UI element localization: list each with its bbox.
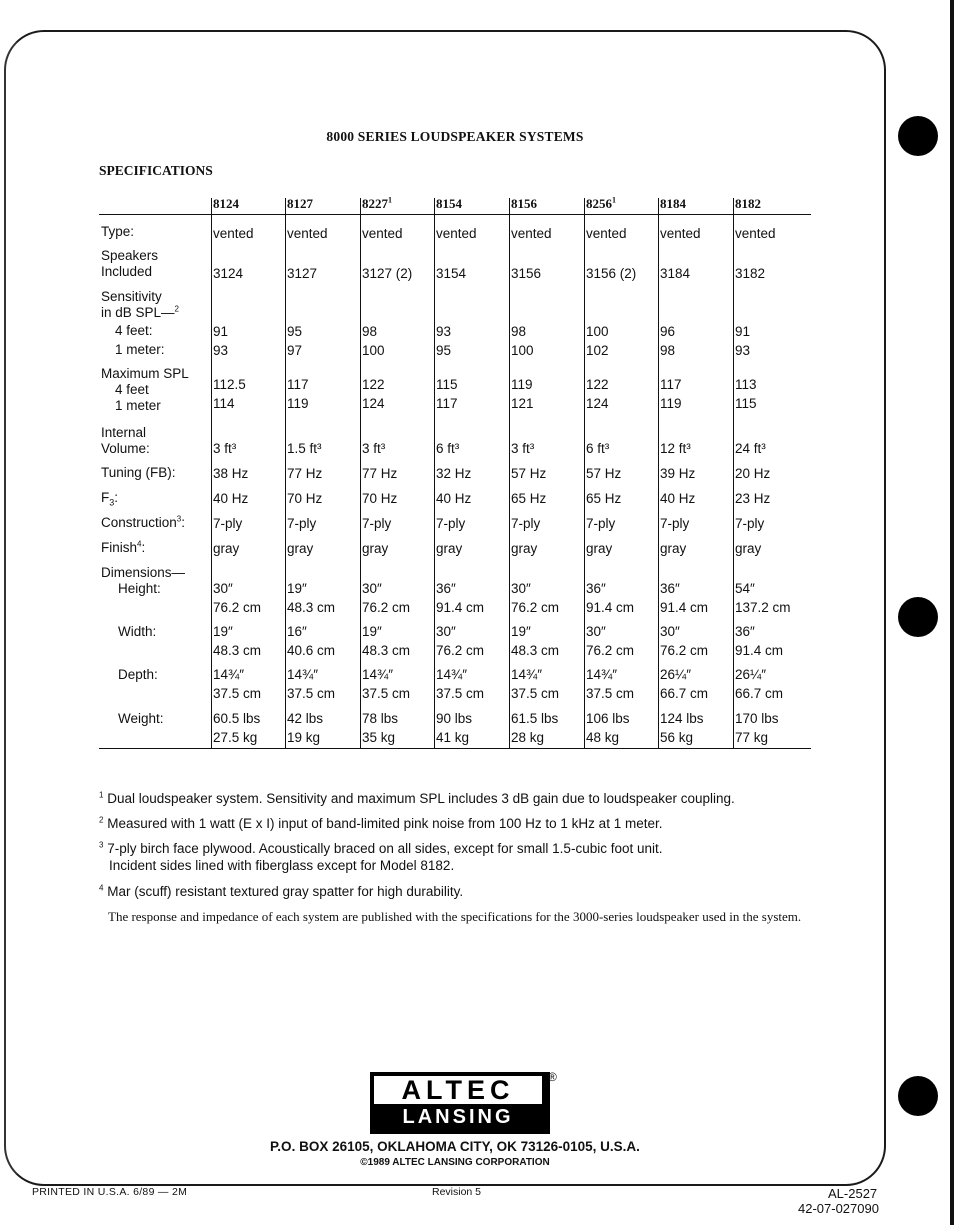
cell-height-in: 30″ xyxy=(362,581,382,596)
cell-weight-kg: 35 kg xyxy=(362,730,396,745)
label-sens-4ft: 4 feet: xyxy=(115,323,153,338)
cell-max-1m: 115 xyxy=(735,396,757,411)
cell-max-4ft: 122 xyxy=(362,377,385,392)
cell-construction: 7-ply xyxy=(213,516,243,531)
model-header-8256: 8256$^1$ xyxy=(586,195,616,211)
cell-depth-in: 14¾″ xyxy=(436,667,468,682)
label-max-4ft: 4 feet xyxy=(115,382,149,397)
cell-depth-in: 14¾″ xyxy=(511,667,543,682)
cell-weight-kg: 19 kg xyxy=(287,730,321,745)
cell-depth-cm: 66.7 cm xyxy=(660,686,709,701)
cell-height-in: 19″ xyxy=(287,581,307,596)
cell-height-in: 36″ xyxy=(586,581,606,596)
cell-tuning: 39 Hz xyxy=(660,466,696,481)
cell-construction: 7-ply xyxy=(511,516,541,531)
column-divider xyxy=(211,198,212,748)
cell-width-in: 19″ xyxy=(362,624,382,639)
cell-construction: 7-ply xyxy=(362,516,392,531)
column-divider xyxy=(360,198,361,748)
label-finish: Finish$^4$: xyxy=(101,539,146,555)
cell-tuning: 77 Hz xyxy=(287,466,323,481)
cell-depth-in: 26¼″ xyxy=(660,667,692,682)
cell-max-1m: 121 xyxy=(511,396,534,411)
cell-weight-kg: 41 kg xyxy=(436,730,470,745)
footnote-4: $^4$ Mar (scuff) resistant textured gray spatter for high durability. xyxy=(99,883,464,899)
cell-sens-4ft: 98 xyxy=(362,324,378,339)
cell-height-cm: 48.3 cm xyxy=(287,600,336,615)
model-header-8154: 8154 xyxy=(436,196,462,211)
label-tuning: Tuning (FB): xyxy=(101,465,176,480)
label-speakers-1: Speakers xyxy=(101,248,159,263)
cell-sens-4ft: 95 xyxy=(287,324,303,339)
column-divider xyxy=(584,198,585,748)
cell-width-cm: 76.2 cm xyxy=(586,643,635,658)
printed-info: PRINTED IN U.S.A. 6/89 — 2M xyxy=(32,1186,188,1198)
cell-construction: 7-ply xyxy=(735,516,765,531)
label-construction: Construction$^3$: xyxy=(101,514,186,530)
cell-f3: 40 Hz xyxy=(436,491,472,506)
cell-max-4ft: 115 xyxy=(436,377,458,392)
cell-height-in: 30″ xyxy=(511,581,531,596)
cell-width-in: 30″ xyxy=(436,624,456,639)
cell-width-in: 30″ xyxy=(660,624,680,639)
cell-sens-1m: 95 xyxy=(436,343,452,358)
cell-sens-4ft: 91 xyxy=(735,324,751,339)
response-note: The response and impedance of each system are published with the specifications for the 3000-series loudspeaker used in the system. xyxy=(108,909,802,924)
cell-depth-in: 14¾″ xyxy=(287,667,319,682)
revision: Revision 5 xyxy=(432,1186,482,1198)
cell-construction: 7-ply xyxy=(586,516,616,531)
section-heading: SPECIFICATIONS xyxy=(99,163,213,178)
cell-speakers: 3127 (2) xyxy=(362,266,413,281)
part-number: 42-07-027090 xyxy=(798,1201,879,1216)
cell-depth-in: 14¾″ xyxy=(362,667,394,682)
cell-tuning: 77 Hz xyxy=(362,466,398,481)
label-width: Width: xyxy=(118,624,157,639)
cell-depth-cm: 66.7 cm xyxy=(735,686,784,701)
cell-f3: 70 Hz xyxy=(362,491,398,506)
cell-sens-1m: 98 xyxy=(660,343,676,358)
cell-type: vented xyxy=(735,226,776,241)
column-divider xyxy=(733,198,734,748)
cell-speakers: 3156 (2) xyxy=(586,266,637,281)
cell-f3: 40 Hz xyxy=(660,491,696,506)
cell-depth-cm: 37.5 cm xyxy=(287,686,336,701)
cell-height-cm: 76.2 cm xyxy=(213,600,262,615)
cell-sens-1m: 100 xyxy=(362,343,385,358)
cell-f3: 40 Hz xyxy=(213,491,249,506)
label-volume-1: Internal xyxy=(101,425,147,440)
cell-tuning: 57 Hz xyxy=(511,466,547,481)
cell-weight-kg: 48 kg xyxy=(586,730,620,745)
cell-speakers: 3182 xyxy=(735,266,766,281)
cell-type: vented xyxy=(436,226,477,241)
cell-volume: 24 ft³ xyxy=(735,441,766,456)
cell-max-1m: 119 xyxy=(660,396,682,411)
cell-finish: gray xyxy=(586,541,613,556)
cell-max-4ft: 117 xyxy=(287,377,309,392)
cell-weight-kg: 56 kg xyxy=(660,730,694,745)
cell-width-cm: 76.2 cm xyxy=(436,643,485,658)
cell-width-cm: 91.4 cm xyxy=(735,643,784,658)
model-header-8127: 8127 xyxy=(287,196,313,211)
cell-depth-in: 14¾″ xyxy=(586,667,618,682)
cell-sens-4ft: 100 xyxy=(586,324,609,339)
cell-speakers: 3124 xyxy=(213,266,244,281)
cell-max-4ft: 119 xyxy=(511,377,533,392)
cell-volume: 3 ft³ xyxy=(511,441,535,456)
cell-weight-lbs: 124 lbs xyxy=(660,711,704,726)
cell-width-in: 36″ xyxy=(735,624,755,639)
cell-height-in: 54″ xyxy=(735,581,755,596)
cell-depth-cm: 37.5 cm xyxy=(213,686,262,701)
cell-volume: 12 ft³ xyxy=(660,441,691,456)
logo-altec: ALTEC xyxy=(374,1076,542,1104)
cell-max-4ft: 112.5 xyxy=(213,377,246,392)
cell-finish: gray xyxy=(213,541,240,556)
cell-sens-1m: 100 xyxy=(511,343,534,358)
cell-tuning: 38 Hz xyxy=(213,466,249,481)
cell-finish: gray xyxy=(660,541,687,556)
footnote-2: $^2$ Measured with 1 watt (E x I) input of band-limited pink noise from 100 Hz to 1 kHz at 1 meter. xyxy=(99,815,663,831)
cell-speakers: 3127 xyxy=(287,266,318,281)
cell-height-in: 36″ xyxy=(660,581,680,596)
cell-finish: gray xyxy=(436,541,463,556)
cell-max-4ft: 113 xyxy=(735,377,757,392)
footnote-3: $^3$ 7-ply birch face plywood. Acoustically braced on all sides, except for small 1.5-cubic foot unit. Incident sides lined with fiberglass except for Model 8182. xyxy=(99,840,663,873)
cell-type: vented xyxy=(586,226,627,241)
cell-volume: 1.5 ft³ xyxy=(287,441,322,456)
cell-type: vented xyxy=(660,226,701,241)
cell-type: vented xyxy=(511,226,552,241)
cell-type: vented xyxy=(362,226,403,241)
cell-width-in: 19″ xyxy=(213,624,233,639)
cell-sens-1m: 93 xyxy=(213,343,229,358)
cell-f3: 65 Hz xyxy=(511,491,547,506)
column-divider xyxy=(285,198,286,748)
model-header-8156: 8156 xyxy=(511,196,537,211)
cell-height-in: 36″ xyxy=(436,581,456,596)
cell-max-1m: 114 xyxy=(213,396,235,411)
model-header-8184: 8184 xyxy=(660,196,686,211)
label-weight: Weight: xyxy=(118,711,164,726)
cell-f3: 65 Hz xyxy=(586,491,622,506)
cell-type: vented xyxy=(213,226,254,241)
column-divider xyxy=(658,198,659,748)
cell-height-cm: 137.2 cm xyxy=(735,600,791,615)
cell-type: vented xyxy=(287,226,328,241)
cell-weight-lbs: 170 lbs xyxy=(735,711,779,726)
label-height: Height: xyxy=(118,581,161,596)
cell-depth-cm: 37.5 cm xyxy=(511,686,560,701)
cell-weight-kg: 28 kg xyxy=(511,730,545,745)
cell-weight-lbs: 90 lbs xyxy=(436,711,473,726)
label-sens-1m: 1 meter: xyxy=(115,342,165,357)
cell-weight-kg: 77 kg xyxy=(735,730,769,745)
cell-depth-cm: 37.5 cm xyxy=(362,686,411,701)
cell-sens-4ft: 91 xyxy=(213,324,229,339)
cell-f3: 23 Hz xyxy=(735,491,771,506)
cell-sens-4ft: 93 xyxy=(436,324,452,339)
table-top-rule xyxy=(99,214,811,215)
label-max-spl: Maximum SPL xyxy=(101,366,189,381)
cell-tuning: 32 Hz xyxy=(436,466,472,481)
cell-sens-1m: 93 xyxy=(735,343,751,358)
cell-width-in: 19″ xyxy=(511,624,531,639)
document-code: AL-2527 xyxy=(828,1186,878,1201)
cell-max-1m: 124 xyxy=(362,396,385,411)
cell-height-in: 30″ xyxy=(213,581,233,596)
cell-height-cm: 91.4 cm xyxy=(660,600,709,615)
cell-depth-in: 14¾″ xyxy=(213,667,245,682)
cell-volume: 6 ft³ xyxy=(586,441,610,456)
label-speakers-2: Included xyxy=(101,264,153,279)
cell-width-cm: 76.2 cm xyxy=(660,643,709,658)
cell-sens-1m: 102 xyxy=(586,343,609,358)
label-volume-2: Volume: xyxy=(101,441,150,456)
cell-speakers: 3154 xyxy=(436,266,467,281)
table-bottom-rule xyxy=(99,748,811,749)
cell-depth-cm: 37.5 cm xyxy=(586,686,635,701)
cell-f3: 70 Hz xyxy=(287,491,323,506)
binder-hole-bottom xyxy=(898,1076,938,1116)
footnote-1: $^1$ Dual loudspeaker system. Sensitivity and maximum SPL includes 3 dB gain due to loudspeaker coupling. xyxy=(99,790,735,806)
cell-height-cm: 76.2 cm xyxy=(362,600,411,615)
cell-width-cm: 48.3 cm xyxy=(362,643,411,658)
cell-weight-lbs: 60.5 lbs xyxy=(213,711,261,726)
cell-width-in: 16″ xyxy=(287,624,307,639)
cell-max-4ft: 122 xyxy=(586,377,609,392)
cell-volume: 3 ft³ xyxy=(362,441,386,456)
document-title: 8000 SERIES LOUDSPEAKER SYSTEMS xyxy=(326,129,584,144)
cell-height-cm: 91.4 cm xyxy=(436,600,485,615)
cell-width-in: 30″ xyxy=(586,624,606,639)
label-depth: Depth: xyxy=(118,667,158,682)
label-f3: $F_3$: xyxy=(101,490,119,508)
label-sensitivity-1: Sensitivity xyxy=(101,289,162,304)
cell-tuning: 57 Hz xyxy=(586,466,622,481)
cell-height-cm: 91.4 cm xyxy=(586,600,635,615)
cell-height-cm: 76.2 cm xyxy=(511,600,560,615)
cell-max-4ft: 117 xyxy=(660,377,682,392)
cell-sens-1m: 97 xyxy=(287,343,303,358)
cell-width-cm: 48.3 cm xyxy=(213,643,262,658)
cell-width-cm: 40.6 cm xyxy=(287,643,336,658)
cell-volume: 3 ft³ xyxy=(213,441,237,456)
cell-tuning: 20 Hz xyxy=(735,466,771,481)
cell-weight-lbs: 42 lbs xyxy=(287,711,324,726)
copyright: ©1989 ALTEC LANSING CORPORATION xyxy=(360,1157,550,1168)
cell-finish: gray xyxy=(362,541,389,556)
column-divider xyxy=(509,198,510,748)
label-max-1m: 1 meter xyxy=(115,398,161,413)
cell-construction: 7-ply xyxy=(287,516,317,531)
cell-depth-in: 26¼″ xyxy=(735,667,767,682)
altec-lansing-logo xyxy=(370,1072,550,1134)
model-header-8182: 8182 xyxy=(735,196,761,211)
cell-max-1m: 124 xyxy=(586,396,609,411)
cell-weight-lbs: 106 lbs xyxy=(586,711,630,726)
cell-sens-4ft: 98 xyxy=(511,324,527,339)
model-header-8227: 8227$^1$ xyxy=(362,195,392,211)
registered-mark: ® xyxy=(548,1070,557,1084)
cell-weight-kg: 27.5 kg xyxy=(213,730,258,745)
cell-max-1m: 117 xyxy=(436,396,458,411)
cell-width-cm: 48.3 cm xyxy=(511,643,560,658)
label-sensitivity-2: in dB SPL—$^2$ xyxy=(101,304,179,320)
cell-weight-lbs: 78 lbs xyxy=(362,711,399,726)
cell-speakers: 3156 xyxy=(511,266,542,281)
label-type: Type: xyxy=(101,224,135,239)
binder-hole-middle xyxy=(898,597,938,637)
cell-finish: gray xyxy=(735,541,762,556)
label-dimensions: Dimensions— xyxy=(101,565,186,580)
address: P.O. BOX 26105, OKLAHOMA CITY, OK 73126-0105, U.S.A. xyxy=(270,1139,640,1154)
column-divider xyxy=(434,198,435,748)
cell-weight-lbs: 61.5 lbs xyxy=(511,711,559,726)
cell-max-1m: 119 xyxy=(287,396,309,411)
cell-sens-4ft: 96 xyxy=(660,324,676,339)
cell-finish: gray xyxy=(511,541,538,556)
specifications-table xyxy=(99,190,811,750)
model-header-8124: 8124 xyxy=(213,196,239,211)
cell-finish: gray xyxy=(287,541,314,556)
cell-volume: 6 ft³ xyxy=(436,441,460,456)
cell-construction: 7-ply xyxy=(436,516,466,531)
logo-lansing: LANSING xyxy=(402,1106,514,1128)
cell-speakers: 3184 xyxy=(660,266,691,281)
cell-depth-cm: 37.5 cm xyxy=(436,686,485,701)
cell-construction: 7-ply xyxy=(660,516,690,531)
page-edge xyxy=(950,0,954,1225)
